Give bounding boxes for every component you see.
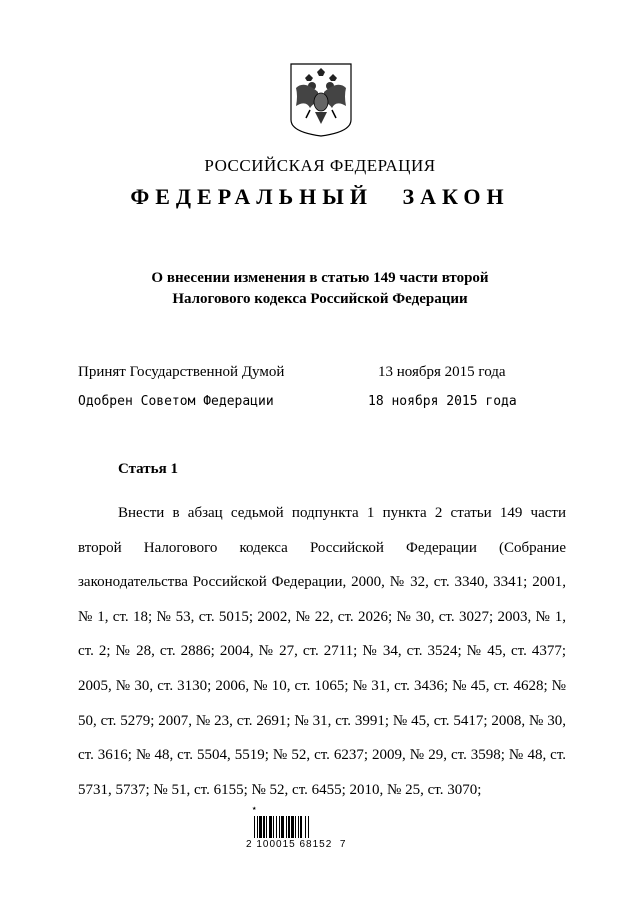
adoption-label: Принят Государственной Думой bbox=[78, 364, 285, 380]
barcode-icon bbox=[248, 802, 328, 862]
article-heading: Статья 1 bbox=[118, 461, 178, 477]
law-title-line: Налогового кодекса Российской Федерации bbox=[172, 291, 468, 307]
adoption-date: 13 ноября 2015 года bbox=[378, 364, 506, 380]
barcode-number: 2 100015 68152 7 bbox=[246, 839, 347, 850]
adoption-date: 18 ноября 2015 года bbox=[368, 394, 517, 409]
country-name: РОССИЙСКАЯ ФЕДЕРАЦИЯ bbox=[204, 156, 436, 175]
law-title bbox=[0, 268, 640, 310]
svg-text:★: ★ bbox=[252, 806, 257, 812]
law-type-heading: ФЕДЕРАЛЬНЫЙ ЗАКОН bbox=[130, 184, 510, 209]
law-title-line: О внесении изменения в статью 149 части второй bbox=[151, 270, 489, 286]
adoption-label: Одобрен Советом Федерации bbox=[78, 394, 274, 409]
double-headed-eagle-emblem-icon bbox=[288, 62, 354, 138]
article-body: Внести в абзац седьмой подпункта 1 пункта 2 статьи 149 части второй Налогового кодекса Российской Федерации (Собрание законодательства Российской Федерации, 2000, № 32, ст. 3340, 3341; 2001, № 1, ст. 18; № 53, ст. 5015; 2002, № 22, ст. 2026; № 30, ст. 3027; 2003, № 1, ст. 2; № 28, ст. 2886; 2004, № 27, ст. 2711; № 34, ст. 3524; № 45, ст. 4377; 2005, № 30, ст. 3130; 2006, № 10, ст. 1065; № 31, ст. 3436; № 45, ст. 4628; № 50, ст. 5279; 2007, № 23, ст. 2691; № 31, ст. 3991; № 45, ст. 5417; 2008, № 30, ст. 3616; № 48, ст. 5504, 5519; № 52, ст. 6237; 2009, № 29, ст. 3598; № 48, ст. 5731, 5737; № 51, ст. 6155; № 52, ст. 6455; 2010, № 25, ст. 3070; bbox=[78, 505, 566, 798]
